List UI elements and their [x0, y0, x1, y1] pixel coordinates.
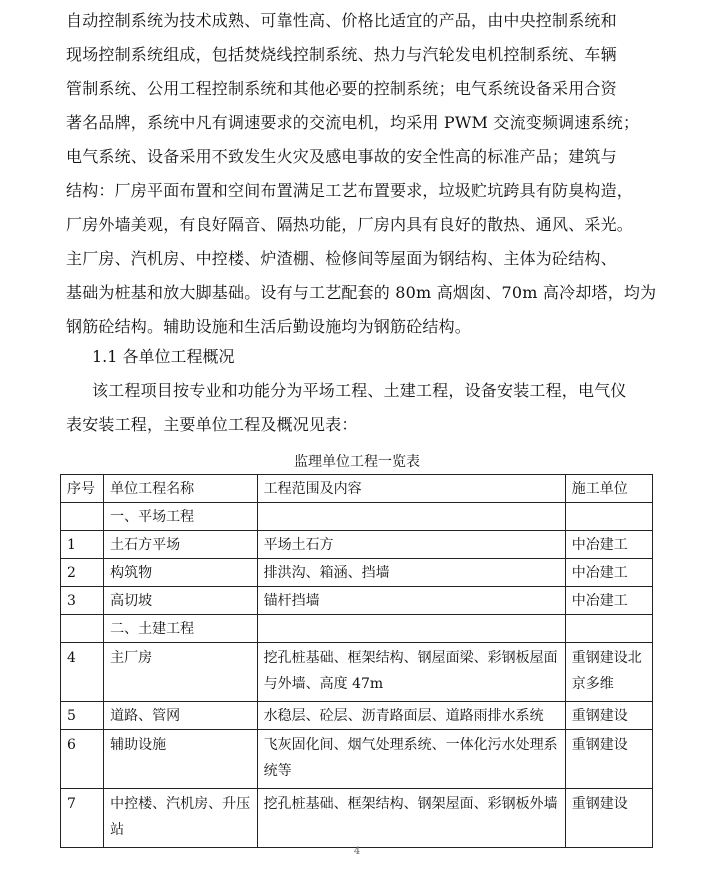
cell-unit: 中冶建工: [565, 531, 652, 559]
cell-scope: [257, 503, 565, 531]
table-row: [61, 643, 653, 702]
table-row: [61, 559, 653, 587]
cell-unit: 重钢建设: [565, 730, 652, 789]
intro-line: 自动控制系统为技术成熟、可靠性高、价格比适宜的产品，由中央控制系统和: [66, 11, 617, 30]
section-paragraph: [66, 374, 656, 442]
intro-line: 结构：厂房平面布置和空间布置满足工艺布置要求，垃圾贮坑跨具有防臭构造，: [66, 181, 634, 200]
cell-scope: 挖孔桩基础、框架结构、钢架屋面、彩钢板外墙: [257, 789, 565, 848]
cell-name: 主厂房: [104, 643, 258, 702]
header-unit: 施工单位: [565, 475, 652, 503]
intro-paragraph: [66, 4, 656, 344]
intro-line: 著名品牌，系统中凡有调速要求的交流电机，均采用 PWM 交流变频调速系统；: [66, 113, 640, 132]
table-row: [61, 730, 653, 789]
cell-no: 7: [61, 789, 104, 848]
cell-scope: 排洪沟、箱涵、挡墙: [257, 559, 565, 587]
cell-name: 高切坡: [104, 587, 258, 615]
cell-scope: 飞灰固化间、烟气处理系统、一体化污水处理系统等: [257, 730, 565, 789]
cell-scope: 挖孔桩基础、框架结构、钢屋面梁、彩钢板屋面与外墙、高度 47m: [257, 643, 565, 702]
cell-name: 辅助设施: [104, 730, 258, 789]
cell-name: 道路、管网: [104, 702, 258, 730]
cell-no: [61, 615, 104, 643]
table-header-row: [61, 475, 653, 503]
cell-unit: 重钢建设: [565, 789, 652, 848]
cell-no: 2: [61, 559, 104, 587]
cell-no: 6: [61, 730, 104, 789]
cell-no: 5: [61, 702, 104, 730]
cell-name: 二、土建工程: [104, 615, 258, 643]
cell-no: 3: [61, 587, 104, 615]
cell-name: 土石方平场: [104, 531, 258, 559]
cell-scope: 水稳层、砼层、沥青路面层、道路雨排水系统: [257, 702, 565, 730]
table-row: [61, 587, 653, 615]
table-row: [61, 503, 653, 531]
table-row: [61, 789, 653, 848]
cell-unit: [565, 615, 652, 643]
cell-name: 中控楼、汽机房、升压站: [104, 789, 258, 848]
header-scope: 工程范围及内容: [257, 475, 565, 503]
cell-unit: 重钢建设: [565, 702, 652, 730]
section-heading: 1.1 各单位工程概况: [92, 347, 235, 366]
section-line: 表安装工程，主要单位工程及概况见表：: [66, 415, 358, 434]
header-no: 序号: [61, 475, 104, 503]
intro-line: 主厂房、汽机房、中控楼、炉渣棚、检修间等屋面为钢结构、主体为砼结构、: [66, 249, 617, 268]
cell-no: [61, 503, 104, 531]
intro-line: 钢筋砼结构。辅助设施和生活后勤设施均为钢筋砼结构。: [66, 317, 472, 336]
intro-line: 管制系统、公用工程控制系统和其他必要的控制系统；电气系统设备采用合资: [66, 79, 617, 98]
cell-name: 构筑物: [104, 559, 258, 587]
cell-name: 一、平场工程: [104, 503, 258, 531]
intro-line: 电气系统、设备采用不致发生火灾及感电事故的安全性高的标准产品；建筑与: [66, 147, 617, 166]
table-row: [61, 702, 653, 730]
unit-project-table: [60, 474, 653, 848]
cell-unit: 重钢建设北京多维: [565, 643, 652, 702]
cell-scope: [257, 615, 565, 643]
section-line: 该工程项目按专业和功能分为平场工程、土建工程，设备安装工程，电气仪: [92, 381, 627, 400]
intro-line: 现场控制系统组成，包括焚烧线控制系统、热力与汽轮发电机控制系统、车辆: [66, 45, 617, 64]
cell-scope: 平场土石方: [257, 531, 565, 559]
cell-unit: 中冶建工: [565, 587, 652, 615]
table-caption: 监理单位工程一览表: [294, 454, 420, 470]
table-row: [61, 531, 653, 559]
cell-unit: [565, 503, 652, 531]
intro-line: 厂房外墙美观，有良好隔音、隔热功能，厂房内具有良好的散热、通风、采光。: [66, 215, 634, 234]
cell-unit: 中冶建工: [565, 559, 652, 587]
table-row: [61, 615, 653, 643]
cell-no: 4: [61, 643, 104, 702]
intro-line: 基础为桩基和放大脚基础。设有与工艺配套的 80m 高烟囱、70m 高冷却塔，均为: [66, 283, 657, 302]
page-number: 4: [353, 846, 361, 857]
header-name: 单位工程名称: [104, 475, 258, 503]
cell-no: 1: [61, 531, 104, 559]
cell-scope: 锚杆挡墙: [257, 587, 565, 615]
